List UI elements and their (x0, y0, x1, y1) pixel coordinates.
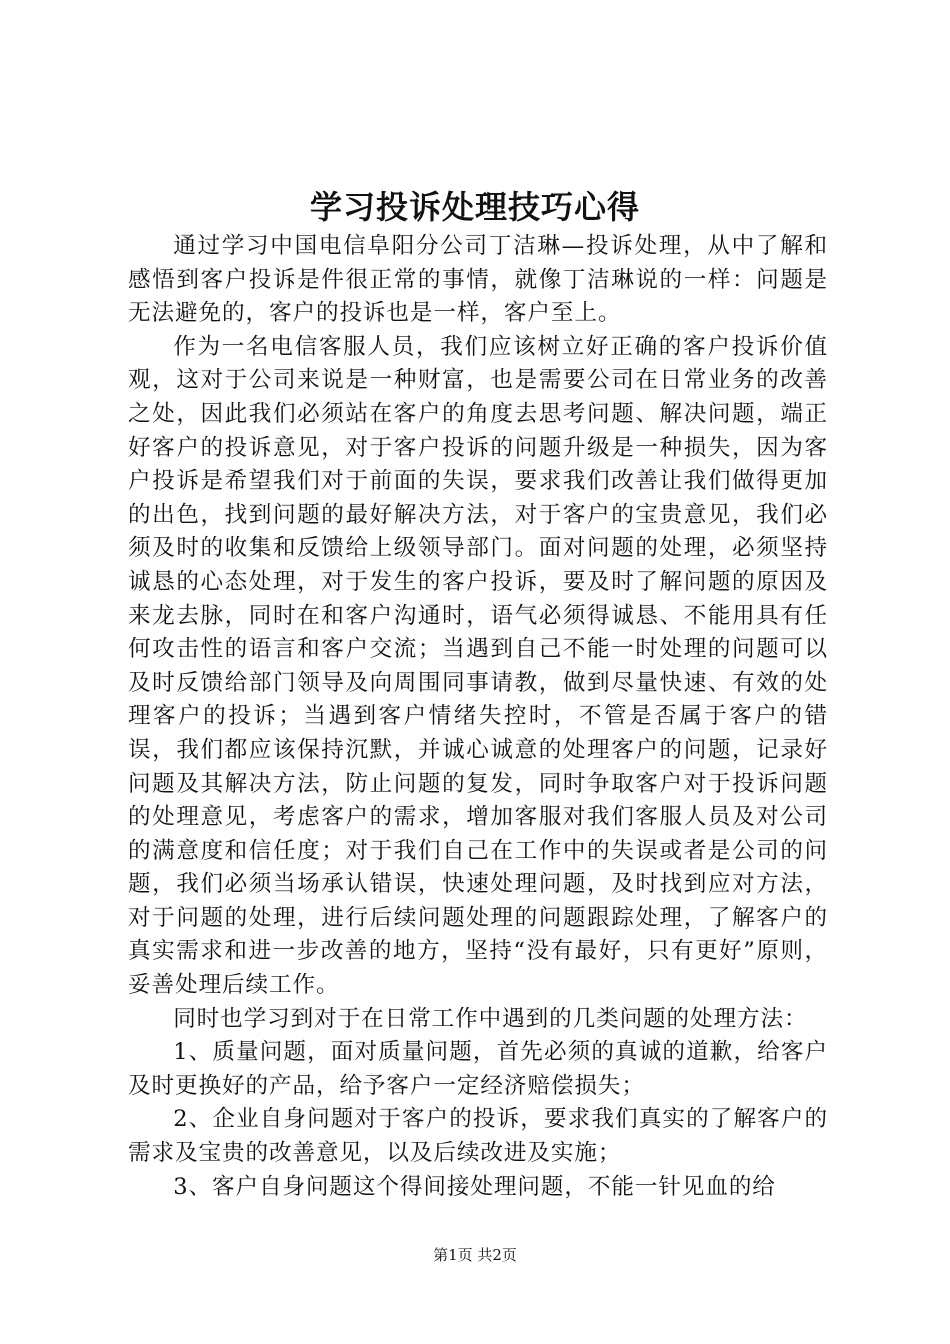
list-item-quality-issue: 1、质量问题，面对质量问题，首先必须的真诚的道歉，给客户及时更换好的产品，给予客户一定经济赔偿损失； (128, 1039, 828, 1099)
page-number-footer: 第1页 共2页 (433, 1246, 517, 1264)
paragraph-methods-intro: 同时也学习到对于在日常工作中遇到的几类问题的处理方法： (173, 1005, 808, 1032)
list-item-company-issue: 2、企业自身问题对于客户的投诉，要求我们真实的了解客户的需求及宝贵的改善意见，以及后续改进及实施； (128, 1106, 828, 1167)
document-body (128, 230, 828, 1204)
list-item-customer-issue: 3、客户自身问题这个得间接处理问题，不能一针见血的给 (173, 1173, 776, 1200)
paragraph-intro: 通过学习中国电信阜阳分公司丁洁琳—投诉处理，从中了解和感悟到客户投诉是件很正常的事情，就像丁洁琳说的一样：问题是无法避免的，客户的投诉也是一样，客户至上。 (128, 233, 828, 327)
paragraph-main: 作为一名电信客服人员，我们应该树立好正确的客户投诉价值观，这对于公司来说是一种财富，也是需要公司在日常业务的改善之处，因此我们必须站在客户的角度去思考问题、解决问题，端正好客户的投诉意见，对于客户投诉的问题升级是一种损失，因为客户投诉是希望我们对于前面的失误，要求我们改善让我们做得更加的出色，找到问题的最好解决方法，对于客户的宝贵意见，我们必须及时的收集和反馈给上级领导部门。面对问题的处理，必须坚持诚恳的心态处理，对于发生的客户投诉，要及时了解问题的原因及来龙去脉，同时在和客户沟通时，语气必须得诚恳、不能用具有任何攻击性的语言和客户交流；当遇到自己不能一时处理的问题可以及时反馈给部门领导及向周围同事请教，做到尽量快速、有效的处理客户的投诉；当遇到客户情绪失控时，不管是否属于客户的错误，我们都应该保持沉默，并诚心诚意的处理客户的问题，记录好问题及其解决方法，防止问题的复发，同时争取客户对于投诉问题的处理意见，考虑客户的需求，增加客服对我们客服人员及对公司的满意度和信任度；对于我们自己在工作中的失误或者是公司的问题，我们必须当场承认错误，快速处理问题，及时找到应对方法，对于问题的处理，进行后续问题处理的问题跟踪处理，了解客户的真实需求和进一步改善的地方，坚持“没有最好，只有更好”原则，妥善处理后续工作。 (128, 333, 828, 999)
document-title: 学习投诉处理技巧心得 (309, 188, 640, 226)
